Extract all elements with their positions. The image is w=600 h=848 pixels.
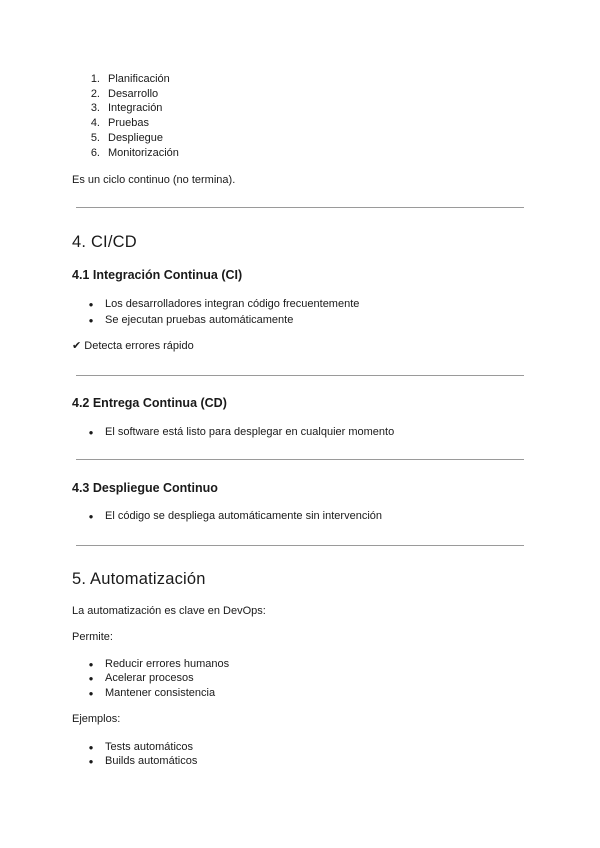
phase-list-item	[70, 87, 158, 101]
bullet-item	[83, 740, 193, 755]
bullet-text: Se ejecutan pruebas automáticamente	[105, 314, 294, 326]
horizontal-rule	[76, 459, 524, 460]
bullet-text: Mantener consistencia	[105, 687, 216, 699]
bullet-item	[83, 754, 197, 769]
check-note	[72, 339, 194, 353]
phase-list-item	[70, 131, 163, 145]
bullet-text: El código se despliega automáticamente sin intervención	[105, 510, 382, 522]
phase-list-item	[70, 146, 179, 160]
paragraph: Permite:	[72, 631, 113, 643]
bullet-text: Acelerar procesos	[105, 672, 194, 684]
bullet-icon: ●	[88, 674, 94, 683]
bullet-icon: ●	[88, 428, 94, 437]
bullet-icon: ●	[88, 757, 94, 766]
paragraph: Ejemplos:	[72, 713, 121, 725]
bullet-item	[83, 297, 359, 312]
bullet-icon: ●	[88, 512, 94, 521]
list-item-label: Desarrollo	[108, 88, 159, 100]
list-item-label: Despliegue	[108, 132, 164, 144]
check-note-text: Detecta errores rápido	[84, 340, 194, 352]
bullet-text: Reducir errores humanos	[105, 658, 230, 670]
phase-list-item	[70, 116, 149, 130]
bullet-text: Los desarrolladores integran código frecuentemente	[105, 298, 360, 310]
list-item-label: Integración	[108, 102, 163, 114]
phase-list-item	[70, 72, 170, 86]
bullet-item	[83, 425, 394, 440]
list-item-label: Monitorización	[108, 147, 179, 159]
bullet-item	[83, 313, 293, 328]
list-number: 5.	[90, 132, 100, 144]
bullet-text: El software está listo para desplegar en cualquier momento	[105, 426, 395, 438]
bullet-text: Builds automáticos	[105, 755, 198, 767]
subsection-heading: 4.2 Entrega Continua (CD)	[72, 396, 227, 410]
checkmark-icon: ✔	[72, 340, 82, 352]
bullet-icon: ●	[88, 689, 94, 698]
bullet-icon: ●	[88, 660, 94, 669]
list-number: 6.	[90, 147, 100, 159]
bullet-item	[83, 657, 229, 672]
section-heading: 4. CI/CD	[72, 233, 137, 251]
list-item-label: Pruebas	[108, 117, 149, 129]
bullet-icon: ●	[88, 316, 94, 325]
phase-list-item	[70, 101, 162, 115]
bullet-item	[83, 671, 194, 686]
list-number: 3.	[90, 102, 100, 114]
bullet-item	[83, 509, 382, 524]
bullet-icon: ●	[88, 300, 94, 309]
horizontal-rule	[76, 207, 524, 208]
list-number: 1.	[90, 73, 100, 85]
list-item-label: Planificación	[108, 73, 170, 85]
bullet-text: Tests automáticos	[105, 741, 194, 753]
section-heading: 5. Automatización	[72, 570, 206, 588]
horizontal-rule	[76, 545, 524, 546]
list-number: 2.	[90, 88, 100, 100]
bullet-item	[83, 686, 215, 701]
bullet-icon: ●	[88, 743, 94, 752]
horizontal-rule	[76, 375, 524, 376]
paragraph: La automatización es clave en DevOps:	[72, 605, 266, 617]
subsection-heading: 4.1 Integración Continua (CI)	[72, 268, 243, 282]
cycle-note: Es un ciclo continuo (no termina).	[72, 174, 236, 186]
subsection-heading: 4.3 Despliegue Continuo	[72, 481, 218, 495]
list-number: 4.	[90, 117, 100, 129]
